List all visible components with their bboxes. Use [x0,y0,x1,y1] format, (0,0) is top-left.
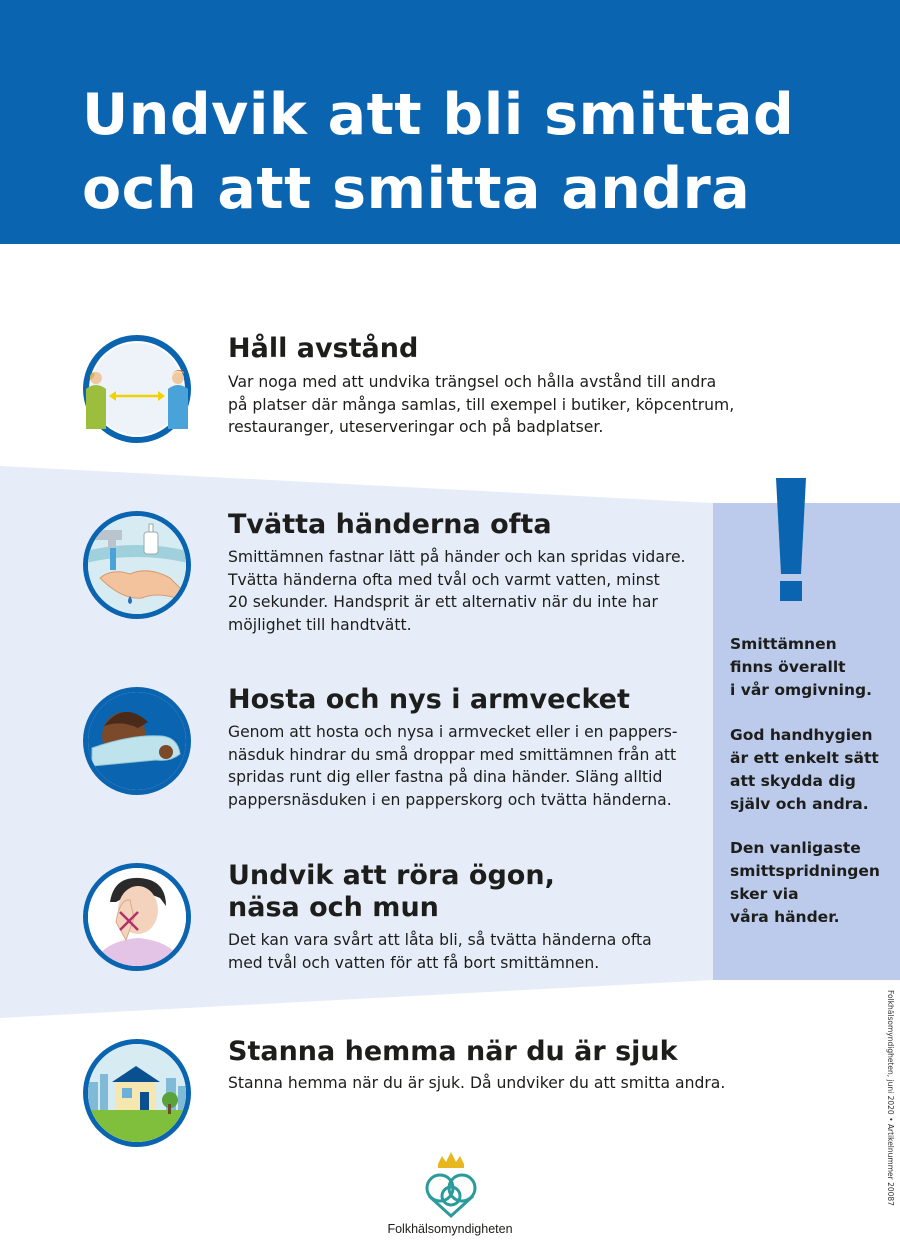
item-text-line: Stanna hemma när du är sjuk. Då undviker du att smitta andra. [228,1074,726,1092]
item-text [228,546,728,636]
sidebox-line: Den vanligaste [730,839,861,857]
item-text-line: med tvål och vatten för att få bort smittämnen. [228,953,600,972]
item-heading [228,684,630,716]
item-text-line: Tvätta händerna ofta med tvål och varmt vatten, minst [228,570,660,589]
header-banner [0,0,900,244]
folkhalsomyndigheten-logo-icon [414,1150,488,1220]
item-heading [228,509,552,541]
item-heading-line: Hosta och nys i armvecket [228,684,630,715]
item-text-line: näsduk hindrar du små droppar med smittämnen från att [228,745,677,764]
item-heading [228,860,555,924]
sidebox-paragraph-1 [730,633,872,702]
cough-icon [82,686,192,796]
sidebox-line: själv och andra. [730,795,869,813]
sidebox-line: sker via [730,885,799,903]
item-text-line: Genom att hosta och nysa i armvecket eller i en pappers- [228,723,678,741]
item-heading-line: Undvik att röra ögon, [228,860,555,891]
item-heading-line: Stanna hemma när du är sjuk [228,1036,678,1067]
item-text [228,929,728,974]
item-text-line: Det kan vara svårt att låta bli, så tvätta händerna ofta [228,931,652,949]
sidebox-line: att skydda dig [730,772,856,790]
item-heading [228,1036,678,1068]
item-heading [228,333,418,365]
exclamation-icon [775,478,807,602]
item-heading-line: näsa och mun [228,892,439,923]
distance-icon [82,334,192,444]
item-text-line: spridas runt dig eller fastna på dina händer. Släng alltid [228,768,663,786]
item-text-line: på platser där många samlas, till exempel i butiker, köpcentrum, [228,395,735,414]
sidebox-line: God handhygien [730,726,873,744]
sidebox-line: finns överallt [730,658,846,676]
sidebox-line: i vår omgivning. [730,681,872,699]
item-text-line: pappersnäsduken i en papperskorg och tvätta händerna. [228,790,672,809]
sidebox-paragraph-3 [730,837,880,929]
sidebox-line: Smittämnen [730,635,837,653]
stay-home-icon [82,1038,192,1148]
item-text-line: 20 sekunder. Handsprit är ett alternativ när du inte har [228,593,658,611]
page-title-line-2: och att smitta andra [82,156,751,222]
page-title-line-1: Undvik att bli smittad [82,82,795,148]
sidebox-line: smittspridningen [730,862,880,880]
sidebox-line: våra händer. [730,908,840,926]
sidebox-line: är ett enkelt sätt [730,749,879,767]
item-text-line: Var noga med att undvika trängsel och hålla avstånd till andra [228,373,717,391]
page-title [82,78,794,226]
no-face-touch-icon [82,862,192,972]
item-text [228,721,728,811]
item-text-line: restauranger, uteserveringar och på badplatser. [228,418,604,436]
sidebox-paragraph-2 [730,724,879,816]
item-heading-line: Tvätta händerna ofta [228,509,552,540]
item-text [228,371,735,439]
credit-text: Folkhälsomyndigheten, juni 2020 • Artikelnummer 20087 [886,990,895,1206]
item-text [228,1072,728,1095]
logo-name: Folkhälsomyndigheten [387,1222,513,1236]
item-text-line: Smittämnen fastnar lätt på händer och kan spridas vidare. [228,548,686,566]
item-heading-line: Håll avstånd [228,333,419,364]
item-text-line: möjlighet till handtvätt. [228,615,412,634]
handwash-icon [82,510,192,620]
